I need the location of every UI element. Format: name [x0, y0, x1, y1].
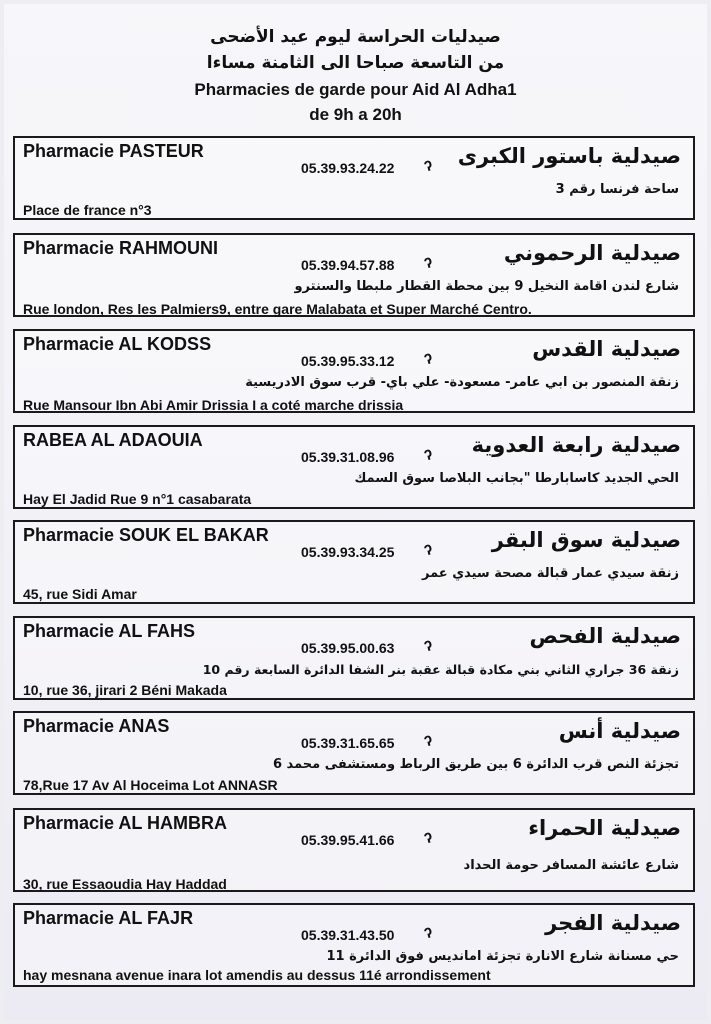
- title-arabic: صيدليات الحراسة ليوم عيد الأضحى: [210, 27, 501, 47]
- pharmacy-entry: [13, 136, 695, 220]
- pharmacy-address-french: Place de france n°3: [23, 202, 152, 218]
- pharmacy-phone: 05.39.95.33.12: [301, 353, 395, 369]
- title-french: Pharmacies de garde pour Aid Al Adha1: [194, 80, 517, 99]
- pharmacy-phone: 05.39.93.34.25: [301, 544, 395, 560]
- phone-handset-icon: ˀ: [421, 348, 437, 375]
- pharmacy-name-french: Pharmacie PASTEUR: [23, 141, 204, 161]
- pharmacy-phone: 05.39.31.43.50: [301, 927, 395, 943]
- pharmacy-address-arabic: شارع عائشة المسافر حومة الحداد: [463, 858, 679, 873]
- phone-handset-icon: ˀ: [421, 539, 437, 566]
- pharmacy-address-french: 45, rue Sidi Amar: [23, 586, 137, 602]
- pharmacy-address-french: 30, rue Essaoudia Hay Haddad: [23, 876, 227, 892]
- pharmacy-address-french: hay mesnana avenue inara lot amendis au dessus 11é arrondissement: [23, 967, 491, 983]
- pharmacy-entry: [13, 520, 695, 604]
- phone-handset-icon: ˀ: [421, 155, 437, 182]
- pharmacy-name-arabic: صيدلية أنس: [558, 719, 681, 743]
- pharmacy-entry: [13, 711, 695, 795]
- pharmacy-name-french: Pharmacie AL HAMBRA: [23, 813, 228, 833]
- pharmacy-address-french: Rue london, Res les Palmiers9, entre gare Malabata et Super Marché Centro.: [23, 301, 532, 317]
- phone-handset-icon: ˀ: [421, 635, 437, 662]
- phone-handset-icon: ˀ: [421, 827, 437, 854]
- pharmacy-name-arabic: صيدلية سوق البقر: [491, 528, 681, 552]
- phone-handset-icon: ˀ: [421, 252, 437, 279]
- pharmacy-phone: 05.39.94.57.88: [301, 257, 395, 273]
- pharmacy-entry: [13, 616, 695, 700]
- pharmacy-address-arabic: حي مسنانة شارع الانارة تجزئة امانديس فوق الدائرة 11: [326, 949, 679, 964]
- pharmacy-name-arabic: صيدلية رابعة العدوية: [471, 433, 681, 457]
- pharmacy-phone: 05.39.31.65.65: [301, 735, 395, 751]
- pharmacy-name-french: Pharmacie RAHMOUNI: [23, 238, 219, 258]
- pharmacy-address-arabic: تجزئة النص قرب الدائرة 6 بين طريق الرباط ومستشفى محمد 6: [272, 757, 679, 772]
- phone-handset-icon: ˀ: [421, 730, 437, 757]
- phone-handset-icon: ˀ: [421, 444, 437, 471]
- pharmacy-address-french: 10, rue 36, jirari 2 Béni Makada: [23, 682, 227, 698]
- pharmacy-phone: 05.39.93.24.22: [301, 160, 395, 176]
- pharmacy-address-french: Hay El Jadid Rue 9 n°1 casabarata: [23, 491, 252, 507]
- pharmacy-entry: [13, 329, 695, 413]
- pharmacy-name-arabic: صيدلية باستور الكبرى: [457, 144, 681, 168]
- pharmacy-address-french: Rue Mansour Ibn Abi Amir Drissia I a coté marche drissia: [23, 397, 404, 413]
- pharmacy-name-french: Pharmacie AL FAJR: [23, 908, 194, 928]
- pharmacy-entry: [13, 808, 695, 892]
- pharmacy-name-arabic: صيدلية الحمراء: [528, 816, 681, 840]
- pharmacy-address-arabic: زنقة سيدي عمار قبالة مصحة سيدي عمر: [421, 566, 679, 581]
- pharmacy-entry: [13, 903, 695, 987]
- pharmacy-name-french: Pharmacie SOUK EL BAKAR: [23, 525, 269, 545]
- pharmacy-name-french: Pharmacie AL KODSS: [23, 334, 212, 354]
- pharmacy-phone: 05.39.95.00.63: [301, 640, 395, 656]
- pharmacy-address-arabic: زنقة 36 جراري الثاني بني مكادة قبالة عقبة بنر الشفا الدائرة السابعة رقم 10: [202, 662, 679, 677]
- pharmacy-name-arabic: صيدلية الفحص: [529, 624, 681, 648]
- notice-header: [0, 24, 711, 126]
- hours-french: de 9h a 20h: [309, 105, 402, 124]
- pharmacy-name-french: RABEA AL ADAOUIA: [23, 430, 203, 450]
- hours-arabic: من التاسعة صباحا الى الثامنة مساءا: [206, 53, 505, 73]
- phone-handset-icon: ˀ: [421, 922, 437, 949]
- pharmacy-name-arabic: صيدلية القدس: [532, 337, 681, 361]
- pharmacy-address-french: 78,Rue 17 Av Al Hoceima Lot ANNASR: [23, 777, 278, 793]
- pharmacy-name-arabic: صيدلية الفجر: [545, 911, 681, 935]
- pharmacy-phone: 05.39.31.08.96: [301, 449, 395, 465]
- pharmacy-name-french: Pharmacie AL FAHS: [23, 621, 196, 641]
- pharmacy-name-arabic: صيدلية الرحموني: [503, 241, 681, 265]
- pharmacy-entry: [13, 233, 695, 317]
- pharmacy-address-arabic: زنقة المنصور بن ابي عامر- مسعودة- علي باي- قرب سوق الادريسية: [245, 375, 679, 390]
- pharmacy-phone: 05.39.95.41.66: [301, 832, 395, 848]
- pharmacy-address-arabic: ساحة فرنسا رقم 3: [555, 182, 679, 197]
- pharmacy-address-arabic: شارع لندن اقامة النخيل 9 بين محطة القطار ملبطا والسنترو: [294, 279, 679, 294]
- pharmacy-name-french: Pharmacie ANAS: [23, 716, 170, 736]
- pharmacy-address-arabic: الحي الجديد كاسابارطا "بجانب البلاصا سوق السمك: [354, 471, 679, 486]
- pharmacy-entry: [13, 425, 695, 509]
